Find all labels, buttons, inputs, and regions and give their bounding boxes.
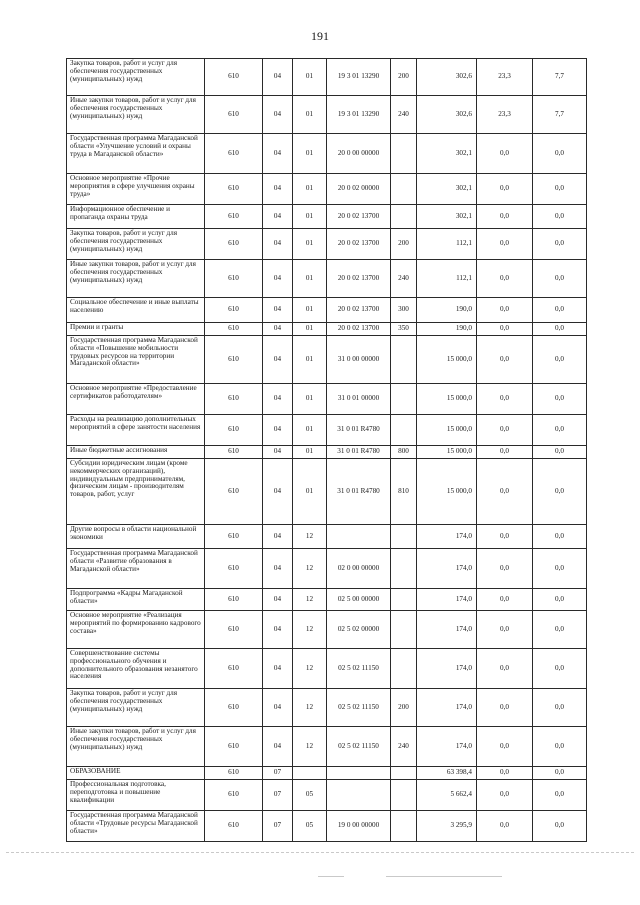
cell-target-article: 02 5 00 00000	[327, 589, 391, 611]
cell-section-code: 04	[263, 134, 293, 174]
cell-amount-2: 0,0	[477, 174, 533, 205]
cell-section-code: 04	[263, 446, 293, 459]
cell-ministry-code: 610	[205, 134, 263, 174]
cell-amount-3: 0,0	[533, 446, 587, 459]
cell-expense-type	[391, 589, 417, 611]
cell-subsection-code: 12	[293, 549, 327, 589]
cell-name: Подпрограмма «Кадры Магаданской области»	[67, 589, 205, 611]
cell-ministry-code: 610	[205, 727, 263, 767]
cell-expense-type: 240	[391, 96, 417, 134]
cell-section-code: 04	[263, 689, 293, 727]
cell-target-article	[327, 780, 391, 811]
cell-ministry-code: 610	[205, 260, 263, 298]
cell-target-article: 20 0 02 13700	[327, 323, 391, 336]
cell-name: Социальное обеспечение и иные выплаты населению	[67, 298, 205, 323]
cell-name: Профессиональная подготовка, переподготовка и повышение квалификации	[67, 780, 205, 811]
table-row	[67, 811, 587, 842]
cell-amount-1: 190,0	[417, 298, 477, 323]
cell-expense-type: 800	[391, 446, 417, 459]
cell-name: Закупка товаров, работ и услуг для обеспечения государственных (муниципальных) нужд	[67, 689, 205, 727]
cell-amount-3: 0,0	[533, 229, 587, 260]
cell-target-article: 20 0 02 13700	[327, 205, 391, 229]
cell-amount-1: 15 000,0	[417, 415, 477, 446]
cell-name: Государственная программа Магаданской области «Улучшение условий и охраны труда в Магаданской области»	[67, 134, 205, 174]
table-row	[67, 260, 587, 298]
cell-amount-3: 0,0	[533, 174, 587, 205]
cell-target-article: 31 0 01 R4780	[327, 459, 391, 525]
cell-amount-2: 0,0	[477, 689, 533, 727]
cell-subsection-code: 01	[293, 134, 327, 174]
table-row	[67, 589, 587, 611]
cell-subsection-code: 01	[293, 459, 327, 525]
cell-subsection-code: 01	[293, 446, 327, 459]
scan-artifact-line	[318, 876, 344, 877]
table-row	[67, 298, 587, 323]
table-row	[67, 96, 587, 134]
cell-target-article: 20 0 02 13700	[327, 229, 391, 260]
table-row	[67, 59, 587, 96]
cell-amount-3: 0,0	[533, 549, 587, 589]
cell-amount-2: 23,3	[477, 96, 533, 134]
cell-name: Информационное обеспечение и пропаганда охраны труда	[67, 205, 205, 229]
cell-section-code: 04	[263, 549, 293, 589]
cell-name: Иные закупки товаров, работ и услуг для обеспечения государственных (муниципальных) нужд	[67, 96, 205, 134]
table-row	[67, 229, 587, 260]
cell-expense-type: 300	[391, 298, 417, 323]
cell-expense-type	[391, 767, 417, 780]
cell-amount-1: 190,0	[417, 323, 477, 336]
cell-target-article: 20 0 02 13700	[327, 298, 391, 323]
cell-ministry-code: 610	[205, 229, 263, 260]
cell-expense-type: 200	[391, 689, 417, 727]
cell-expense-type	[391, 415, 417, 446]
cell-expense-type	[391, 811, 417, 842]
cell-amount-2: 0,0	[477, 260, 533, 298]
cell-section-code: 04	[263, 205, 293, 229]
cell-subsection-code: 01	[293, 96, 327, 134]
cell-section-code: 04	[263, 229, 293, 260]
cell-amount-2: 0,0	[477, 459, 533, 525]
cell-expense-type	[391, 134, 417, 174]
cell-target-article: 20 0 00 00000	[327, 134, 391, 174]
cell-ministry-code: 610	[205, 549, 263, 589]
cell-target-article: 20 0 02 13700	[327, 260, 391, 298]
cell-amount-2: 0,0	[477, 611, 533, 649]
cell-target-article: 02 5 02 11150	[327, 689, 391, 727]
cell-section-code: 07	[263, 811, 293, 842]
cell-expense-type	[391, 525, 417, 549]
table-row	[67, 459, 587, 525]
cell-expense-type	[391, 649, 417, 689]
cell-amount-2: 0,0	[477, 134, 533, 174]
table-row	[67, 780, 587, 811]
cell-subsection-code: 01	[293, 336, 327, 384]
table-row	[67, 205, 587, 229]
cell-amount-3: 0,0	[533, 689, 587, 727]
cell-amount-1: 174,0	[417, 649, 477, 689]
cell-amount-2: 0,0	[477, 336, 533, 384]
cell-expense-type	[391, 780, 417, 811]
cell-section-code: 04	[263, 260, 293, 298]
cell-name: Государственная программа Магаданской области «Развитие образования в Магаданской области»	[67, 549, 205, 589]
cell-name: Основное мероприятие «Реализация мероприятий по формированию кадрового состава»	[67, 611, 205, 649]
cell-ministry-code: 610	[205, 59, 263, 96]
cell-expense-type: 240	[391, 727, 417, 767]
cell-name: Расходы на реализацию дополнительных мероприятий в сфере занятости населения	[67, 415, 205, 446]
cell-amount-3: 7,7	[533, 59, 587, 96]
cell-name: Иные закупки товаров, работ и услуг для обеспечения государственных (муниципальных) нужд	[67, 260, 205, 298]
cell-section-code: 07	[263, 767, 293, 780]
cell-section-code: 07	[263, 780, 293, 811]
cell-amount-2: 0,0	[477, 323, 533, 336]
cell-name: Основное мероприятие «Предоставление сертификатов работодателям»	[67, 384, 205, 415]
table-row	[67, 336, 587, 384]
cell-ministry-code: 610	[205, 298, 263, 323]
cell-name: Основное мероприятие «Прочие мероприятия в сфере улучшения охраны труда»	[67, 174, 205, 205]
cell-section-code: 04	[263, 59, 293, 96]
cell-amount-1: 174,0	[417, 611, 477, 649]
table-row	[67, 649, 587, 689]
cell-amount-1: 174,0	[417, 589, 477, 611]
cell-amount-3: 0,0	[533, 205, 587, 229]
cell-target-article: 02 5 02 11150	[327, 727, 391, 767]
table-row	[67, 446, 587, 459]
cell-ministry-code: 610	[205, 767, 263, 780]
cell-amount-2: 0,0	[477, 767, 533, 780]
cell-subsection-code: 01	[293, 59, 327, 96]
cell-section-code: 04	[263, 649, 293, 689]
cell-expense-type: 350	[391, 323, 417, 336]
cell-amount-3: 0,0	[533, 384, 587, 415]
cell-amount-1: 112,1	[417, 229, 477, 260]
cell-ministry-code: 610	[205, 459, 263, 525]
cell-amount-2: 0,0	[477, 589, 533, 611]
cell-name: Премии и гранты	[67, 323, 205, 336]
cell-ministry-code: 610	[205, 205, 263, 229]
cell-ministry-code: 610	[205, 96, 263, 134]
cell-expense-type: 200	[391, 59, 417, 96]
cell-expense-type: 200	[391, 229, 417, 260]
cell-target-article: 02 5 02 11150	[327, 649, 391, 689]
cell-section-code: 04	[263, 589, 293, 611]
cell-amount-3: 7,7	[533, 96, 587, 134]
cell-target-article: 02 0 00 00000	[327, 549, 391, 589]
cell-amount-3: 0,0	[533, 134, 587, 174]
table-row	[67, 384, 587, 415]
cell-amount-1: 15 000,0	[417, 384, 477, 415]
table-row	[67, 415, 587, 446]
budget-table	[66, 58, 587, 842]
cell-ministry-code: 610	[205, 323, 263, 336]
cell-ministry-code: 610	[205, 415, 263, 446]
cell-section-code: 04	[263, 415, 293, 446]
cell-expense-type	[391, 384, 417, 415]
cell-amount-3: 0,0	[533, 336, 587, 384]
cell-expense-type	[391, 174, 417, 205]
cell-section-code: 04	[263, 323, 293, 336]
cell-amount-2: 0,0	[477, 549, 533, 589]
cell-amount-2: 0,0	[477, 811, 533, 842]
cell-amount-3: 0,0	[533, 589, 587, 611]
cell-amount-3: 0,0	[533, 415, 587, 446]
cell-amount-3: 0,0	[533, 780, 587, 811]
cell-amount-1: 302,1	[417, 174, 477, 205]
cell-expense-type	[391, 336, 417, 384]
cell-amount-1: 174,0	[417, 727, 477, 767]
cell-target-article	[327, 767, 391, 780]
cell-ministry-code: 610	[205, 525, 263, 549]
cell-subsection-code: 01	[293, 260, 327, 298]
scan-artifact-line	[386, 876, 502, 877]
cell-amount-3: 0,0	[533, 767, 587, 780]
budget-table-body	[67, 59, 587, 842]
cell-amount-2: 0,0	[477, 229, 533, 260]
cell-amount-3: 0,0	[533, 649, 587, 689]
cell-name: Иные бюджетные ассигнования	[67, 446, 205, 459]
table-row	[67, 174, 587, 205]
cell-subsection-code: 01	[293, 384, 327, 415]
cell-target-article: 31 0 00 00000	[327, 336, 391, 384]
cell-name: Закупка товаров, работ и услуг для обеспечения государственных (муниципальных) нужд	[67, 229, 205, 260]
cell-ministry-code: 610	[205, 384, 263, 415]
cell-amount-1: 15 000,0	[417, 446, 477, 459]
cell-subsection-code: 01	[293, 415, 327, 446]
cell-amount-3: 0,0	[533, 727, 587, 767]
cell-amount-1: 302,6	[417, 96, 477, 134]
table-row	[67, 134, 587, 174]
cell-ministry-code: 610	[205, 611, 263, 649]
cell-subsection-code: 05	[293, 811, 327, 842]
cell-amount-1: 112,1	[417, 260, 477, 298]
cell-amount-3: 0,0	[533, 323, 587, 336]
cell-expense-type: 240	[391, 260, 417, 298]
cell-section-code: 04	[263, 174, 293, 205]
cell-section-code: 04	[263, 298, 293, 323]
cell-name: Государственная программа Магаданской области «Повышение мобильности трудовых ресурсов на территории Магаданской области»	[67, 336, 205, 384]
cell-subsection-code: 12	[293, 649, 327, 689]
cell-amount-2: 0,0	[477, 727, 533, 767]
cell-amount-1: 174,0	[417, 689, 477, 727]
cell-amount-1: 302,1	[417, 205, 477, 229]
cell-amount-3: 0,0	[533, 459, 587, 525]
cell-target-article: 19 3 01 13290	[327, 59, 391, 96]
cell-subsection-code: 01	[293, 229, 327, 260]
cell-expense-type	[391, 549, 417, 589]
cell-section-code: 04	[263, 336, 293, 384]
cell-subsection-code: 12	[293, 525, 327, 549]
cell-ministry-code: 610	[205, 446, 263, 459]
cell-amount-1: 302,1	[417, 134, 477, 174]
cell-target-article: 31 0 01 R4780	[327, 415, 391, 446]
cell-section-code: 04	[263, 611, 293, 649]
table-row	[67, 727, 587, 767]
cell-subsection-code: 01	[293, 205, 327, 229]
cell-amount-2: 0,0	[477, 649, 533, 689]
cell-subsection-code	[293, 767, 327, 780]
cell-amount-1: 302,6	[417, 59, 477, 96]
cell-target-article: 31 0 01 00000	[327, 384, 391, 415]
cell-name: Другие вопросы в области национальной экономики	[67, 525, 205, 549]
cell-target-article: 31 0 01 R4780	[327, 446, 391, 459]
cell-subsection-code: 05	[293, 780, 327, 811]
page-number: 191	[311, 29, 329, 43]
cell-amount-2: 0,0	[477, 525, 533, 549]
cell-subsection-code: 12	[293, 611, 327, 649]
cell-subsection-code: 12	[293, 689, 327, 727]
cell-ministry-code: 610	[205, 336, 263, 384]
cell-subsection-code: 01	[293, 174, 327, 205]
cell-name: Закупка товаров, работ и услуг для обеспечения государственных (муниципальных) нужд	[67, 59, 205, 96]
cell-amount-3: 0,0	[533, 611, 587, 649]
cell-name: Государственная программа Магаданской области «Трудовые ресурсы Магаданской области»	[67, 811, 205, 842]
cell-subsection-code: 12	[293, 589, 327, 611]
cell-expense-type: 810	[391, 459, 417, 525]
cell-amount-1: 15 000,0	[417, 336, 477, 384]
table-row	[67, 323, 587, 336]
cell-amount-1: 174,0	[417, 549, 477, 589]
scan-artifact-line	[6, 852, 634, 853]
table-row	[67, 525, 587, 549]
table-row	[67, 549, 587, 589]
cell-amount-3: 0,0	[533, 525, 587, 549]
cell-name: Совершенствование системы профессионального обучения и дополнительного образования незанятого населения	[67, 649, 205, 689]
cell-amount-2: 0,0	[477, 298, 533, 323]
cell-amount-1: 15 000,0	[417, 459, 477, 525]
table-row	[67, 767, 587, 780]
cell-expense-type	[391, 205, 417, 229]
cell-target-article	[327, 525, 391, 549]
cell-amount-3: 0,0	[533, 260, 587, 298]
cell-target-article: 19 0 00 00000	[327, 811, 391, 842]
cell-amount-3: 0,0	[533, 298, 587, 323]
cell-target-article: 19 3 01 13290	[327, 96, 391, 134]
cell-amount-2: 0,0	[477, 446, 533, 459]
cell-name: ОБРАЗОВАНИЕ	[67, 767, 205, 780]
cell-amount-1: 3 295,9	[417, 811, 477, 842]
cell-section-code: 04	[263, 525, 293, 549]
cell-name: Субсидии юридическим лицам (кроме некоммерческих организаций), индивидуальным предпринимателям, физическим лицам - производителям товаров, работ, услуг	[67, 459, 205, 525]
cell-subsection-code: 01	[293, 323, 327, 336]
cell-amount-3: 0,0	[533, 811, 587, 842]
cell-subsection-code: 01	[293, 298, 327, 323]
cell-amount-2: 23,3	[477, 59, 533, 96]
table-row	[67, 689, 587, 727]
cell-amount-2: 0,0	[477, 384, 533, 415]
cell-target-article: 20 0 02 00000	[327, 174, 391, 205]
cell-section-code: 04	[263, 384, 293, 415]
cell-ministry-code: 610	[205, 649, 263, 689]
cell-amount-1: 63 398,4	[417, 767, 477, 780]
cell-ministry-code: 610	[205, 780, 263, 811]
cell-ministry-code: 610	[205, 589, 263, 611]
cell-amount-2: 0,0	[477, 415, 533, 446]
cell-expense-type	[391, 611, 417, 649]
cell-target-article: 02 5 02 00000	[327, 611, 391, 649]
cell-amount-2: 0,0	[477, 205, 533, 229]
table-row	[67, 611, 587, 649]
cell-section-code: 04	[263, 727, 293, 767]
cell-amount-1: 5 662,4	[417, 780, 477, 811]
cell-ministry-code: 610	[205, 811, 263, 842]
cell-ministry-code: 610	[205, 174, 263, 205]
cell-section-code: 04	[263, 96, 293, 134]
cell-amount-2: 0,0	[477, 780, 533, 811]
cell-name: Иные закупки товаров, работ и услуг для обеспечения государственных (муниципальных) нужд	[67, 727, 205, 767]
cell-subsection-code: 12	[293, 727, 327, 767]
cell-amount-1: 174,0	[417, 525, 477, 549]
cell-section-code: 04	[263, 459, 293, 525]
cell-ministry-code: 610	[205, 689, 263, 727]
